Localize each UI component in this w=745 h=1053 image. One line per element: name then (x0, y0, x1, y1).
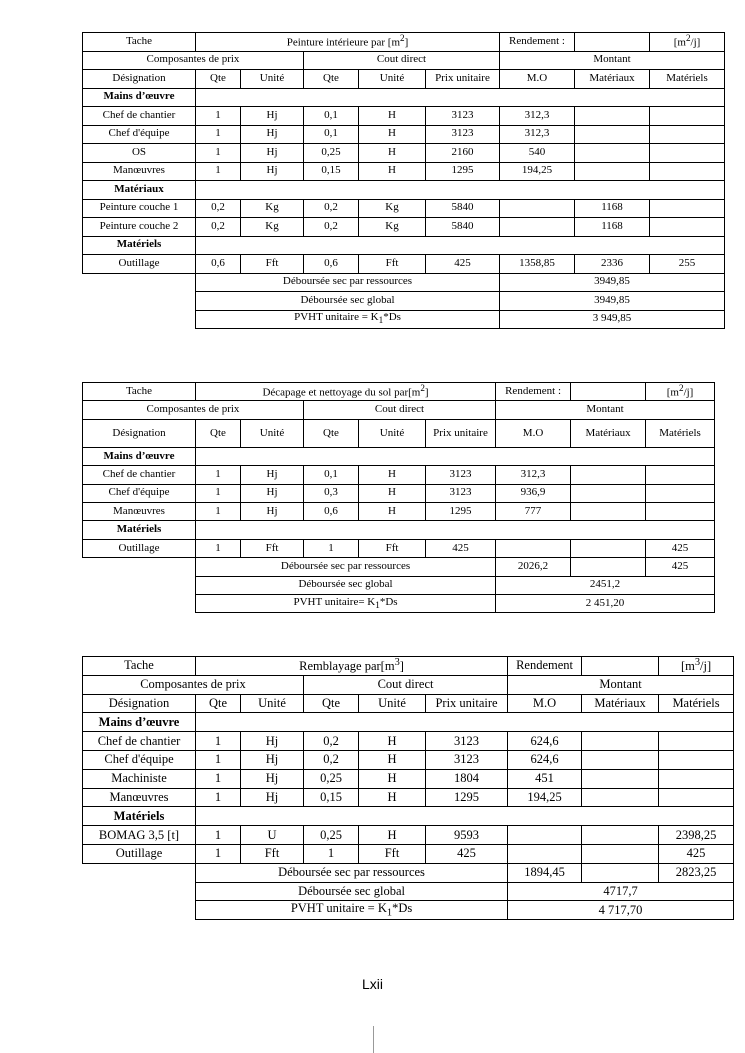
table-row (83, 218, 725, 237)
table-cell: Fft (241, 844, 304, 863)
table-cell: 1 (304, 539, 359, 557)
prix-unitaire-header: Prix unitaire (426, 419, 496, 447)
table-cell: Kg (241, 199, 304, 218)
composantes-header: Composantes de prix (83, 51, 304, 70)
materiels-header: Matériels (646, 419, 715, 447)
section-filler (196, 713, 734, 732)
table-cell: Chef d'équipe (83, 750, 196, 769)
page-number: Lxii (361, 976, 383, 992)
materiaux-header: Matériaux (582, 694, 659, 713)
table-cell (508, 844, 582, 863)
montant-header: Montant (496, 401, 715, 419)
materiels-header: Matériels (650, 70, 725, 89)
table-cell: 1 (196, 107, 241, 126)
table-cell (659, 788, 734, 807)
table-cell: H (359, 788, 426, 807)
table-cell: OS (83, 144, 196, 163)
rendement-value (571, 383, 646, 401)
task-title: Décapage et nettoyage du sol $par[m^2]$ (196, 383, 496, 401)
table-cell: 3123 (426, 484, 496, 502)
table-cell: 312,3 (500, 125, 575, 144)
table-cell: 425 (426, 255, 500, 274)
cout-direct-header: Cout direct (304, 401, 496, 419)
table-cell: 451 (508, 769, 582, 788)
table-cell (571, 466, 646, 484)
table-row (83, 502, 715, 520)
table-cell: 0,2 (196, 218, 241, 237)
table-cell (500, 199, 575, 218)
table-cell: 1 (196, 125, 241, 144)
table-cell: 540 (500, 144, 575, 163)
table-row (83, 107, 725, 126)
table-row (83, 539, 715, 557)
table-cell: Outillage (83, 844, 196, 863)
table-cell: 1168 (575, 218, 650, 237)
qte-header: Qte (304, 694, 359, 713)
mo-header: M.O (508, 694, 582, 713)
task-title: Peinture intérieure par $[m^2]$ (196, 33, 500, 52)
table-cell: Chef d'équipe (83, 125, 196, 144)
section-filler (196, 521, 715, 539)
table-cell: 0,2 (196, 199, 241, 218)
table-cell (496, 539, 571, 557)
table-cell: Hj (241, 162, 304, 181)
table-cell: Hj (241, 466, 304, 484)
table-cell: H (359, 125, 426, 144)
pvht-label: PVHT unitaire= $K_1*Ds$ (196, 594, 496, 612)
table-cell: H (359, 826, 426, 845)
table-cell: 0,2 (304, 732, 359, 751)
table-cell: Hj (241, 144, 304, 163)
pvht-value: 2 451,20 (496, 594, 715, 612)
table-cell: Chef de chantier (83, 466, 196, 484)
table-cell: H (359, 502, 426, 520)
table-cell (582, 732, 659, 751)
table-cell (575, 144, 650, 163)
qte-header: Qte (196, 70, 241, 89)
table-cell: 0,6 (304, 502, 359, 520)
composantes-header: Composantes de prix (83, 675, 304, 694)
table-cell (500, 218, 575, 237)
table-cell: 2336 (575, 255, 650, 274)
table-cell: 1 (196, 539, 241, 557)
unite-header: Unité (359, 70, 426, 89)
section-mains-oeuvre: Mains d’œuvre (83, 713, 196, 732)
table-cell (575, 125, 650, 144)
table-cell: 312,3 (500, 107, 575, 126)
table-cell: 425 (426, 539, 496, 557)
prix-unitaire-header: Prix unitaire (426, 694, 508, 713)
table-cell: 1295 (426, 502, 496, 520)
table-cell (646, 502, 715, 520)
designation-header: Désignation (83, 70, 196, 89)
prix-unitaire-header: Prix unitaire (426, 70, 500, 89)
table-cell: H (359, 162, 426, 181)
ds-global-value: 3949,85 (500, 292, 725, 311)
table-cell: 1168 (575, 199, 650, 218)
rendement-unit: $[m^2/j]$ (650, 33, 725, 52)
tache-label: Tache (83, 383, 196, 401)
montant-header: Montant (508, 675, 734, 694)
rendement-label: Rendement (508, 657, 582, 676)
table-cell: 3123 (426, 125, 500, 144)
table-cell (659, 769, 734, 788)
table-cell: 0,15 (304, 162, 359, 181)
table-cell: 3123 (426, 750, 508, 769)
table-cell: 1 (196, 162, 241, 181)
table-cell (571, 539, 646, 557)
pvht-value: 4 717,70 (508, 901, 734, 920)
table-cell: 312,3 (496, 466, 571, 484)
table-row (83, 750, 734, 769)
table-cell (582, 844, 659, 863)
section-filler (196, 447, 715, 465)
table-cell (582, 826, 659, 845)
section-materiels: Matériels (83, 807, 196, 826)
unite-header: Unité (359, 419, 426, 447)
section-filler (196, 807, 734, 826)
ds-global-label: Déboursée sec global (196, 576, 496, 594)
table-cell: 0,25 (304, 144, 359, 163)
table-cell: 624,6 (508, 750, 582, 769)
table-cell (582, 788, 659, 807)
remblayage-cost-table (82, 656, 734, 920)
table-cell: 0,6 (196, 255, 241, 274)
ds-ressources-mo: 2026,2 (496, 558, 571, 576)
table-cell: 255 (650, 255, 725, 274)
table-row (83, 199, 725, 218)
rendement-label: Rendement : (500, 33, 575, 52)
table-cell: Hj (241, 769, 304, 788)
table-cell: 1358,85 (500, 255, 575, 274)
section-filler (196, 236, 725, 255)
table-cell: 777 (496, 502, 571, 520)
table-cell: Peinture couche 1 (83, 199, 196, 218)
table-cell: Chef de chantier (83, 107, 196, 126)
mo-header: M.O (496, 419, 571, 447)
qte-header: Qte (196, 694, 241, 713)
section-mains-oeuvre: Mains d’œuvre (83, 447, 196, 465)
montant-header: Montant (500, 51, 725, 70)
rendement-label: Rendement : (496, 383, 571, 401)
table-cell: U (241, 826, 304, 845)
pvht-label: PVHT unitaire = $K_1*Ds$ (196, 310, 500, 329)
table-cell: Outillage (83, 255, 196, 274)
table-cell: 1 (304, 844, 359, 863)
table-cell: Fft (359, 255, 426, 274)
table-cell: Fft (241, 255, 304, 274)
table-cell: BOMAG 3,5 [t] (83, 826, 196, 845)
table-cell: 1 (196, 826, 241, 845)
table-cell (650, 162, 725, 181)
rendement-value (582, 657, 659, 676)
table-cell: 0,25 (304, 826, 359, 845)
table-cell: 425 (646, 539, 715, 557)
table-cell (650, 125, 725, 144)
table-cell (582, 750, 659, 769)
materiels-header: Matériels (659, 694, 734, 713)
table-cell: 0,1 (304, 107, 359, 126)
peinture-cost-table (82, 32, 725, 329)
table-cell: Hj (241, 125, 304, 144)
table-row (83, 844, 734, 863)
materiaux-header: Matériaux (571, 419, 646, 447)
table-cell: Hj (241, 750, 304, 769)
table-cell: Hj (241, 502, 304, 520)
section-filler (196, 181, 725, 200)
table-cell: Manœuvres (83, 162, 196, 181)
table-cell: 1 (196, 502, 241, 520)
table-cell: 0,2 (304, 218, 359, 237)
table-cell: Outillage (83, 539, 196, 557)
materiaux-header: Matériaux (575, 70, 650, 89)
table-cell: 194,25 (508, 788, 582, 807)
table-cell: 1 (196, 788, 241, 807)
unite-header: Unité (241, 419, 304, 447)
decapage-cost-table (82, 382, 715, 613)
cout-direct-header: Cout direct (304, 51, 500, 70)
table-cell: 1 (196, 484, 241, 502)
table-row (83, 125, 725, 144)
table-cell: Chef de chantier (83, 732, 196, 751)
rendement-value (575, 33, 650, 52)
table-cell (659, 750, 734, 769)
section-materiels: Matériels (83, 521, 196, 539)
ds-global-value: 4717,7 (508, 882, 734, 901)
rendement-unit: $[m^2/j]$ (646, 383, 715, 401)
designation-header: Désignation (83, 419, 196, 447)
unite-header: Unité (241, 694, 304, 713)
table-cell: 425 (426, 844, 508, 863)
table-cell: 0,2 (304, 750, 359, 769)
table-cell: 1295 (426, 162, 500, 181)
table-cell: 0,1 (304, 125, 359, 144)
table-cell: 1 (196, 144, 241, 163)
table-cell: H (359, 484, 426, 502)
table-cell (650, 144, 725, 163)
table-cell: Chef d'équipe (83, 484, 196, 502)
table-row (83, 144, 725, 163)
tache-label: Tache (83, 657, 196, 676)
ds-ressources-materiels: 2823,25 (659, 863, 734, 882)
unite-header: Unité (359, 694, 426, 713)
table-cell: H (359, 107, 426, 126)
table-cell: Hj (241, 788, 304, 807)
cout-direct-header: Cout direct (304, 675, 508, 694)
table-cell: 0,3 (304, 484, 359, 502)
rendement-unit: $[m^3/j]$ (659, 657, 734, 676)
footer-divider (373, 1026, 374, 1053)
table-cell: Hj (241, 484, 304, 502)
table-cell (659, 732, 734, 751)
ds-ressources-mo: 1894,45 (508, 863, 582, 882)
table-cell: 0,2 (304, 199, 359, 218)
table-cell (571, 484, 646, 502)
table-cell: 1 (196, 769, 241, 788)
table-cell: 425 (659, 844, 734, 863)
table-cell: 0,1 (304, 466, 359, 484)
ds-global-label: Déboursée sec global (196, 882, 508, 901)
table-cell: H (359, 144, 426, 163)
section-materiaux: Matériaux (83, 181, 196, 200)
ds-global-value: 2451,2 (496, 576, 715, 594)
qte-header: Qte (304, 419, 359, 447)
table-cell (575, 162, 650, 181)
table-cell: Manœuvres (83, 788, 196, 807)
table-cell: 1 (196, 844, 241, 863)
table-cell: 194,25 (500, 162, 575, 181)
table-cell (582, 769, 659, 788)
table-row (83, 255, 725, 274)
table-cell (571, 502, 646, 520)
table-cell: H (359, 466, 426, 484)
composantes-header: Composantes de prix (83, 401, 304, 419)
table-row (83, 788, 734, 807)
pvht-label: PVHT unitaire = $K_1*Ds$ (196, 901, 508, 920)
table-cell: 0,25 (304, 769, 359, 788)
table-row (83, 162, 725, 181)
ds-global-label: Déboursée sec global (196, 292, 500, 311)
table-cell: 936,9 (496, 484, 571, 502)
table-cell: H (359, 750, 426, 769)
table-cell: Hj (241, 732, 304, 751)
table-cell: 3123 (426, 107, 500, 126)
qte-header: Qte (196, 419, 241, 447)
table-cell: Peinture couche 2 (83, 218, 196, 237)
ds-ressources-label: Déboursée sec par ressources (196, 273, 500, 292)
table-cell: Kg (241, 218, 304, 237)
table-cell (575, 107, 650, 126)
ds-ressources-materiels: 425 (646, 558, 715, 576)
ds-ressources-label: Déboursée sec par ressources (196, 863, 508, 882)
table-cell: 1804 (426, 769, 508, 788)
ds-ressources-label: Déboursée sec par ressources (196, 558, 496, 576)
table-cell: H (359, 732, 426, 751)
table-cell: 1295 (426, 788, 508, 807)
ds-ressources-value: 3949,85 (500, 273, 725, 292)
table-cell: 1 (196, 466, 241, 484)
mo-header: M.O (500, 70, 575, 89)
table-cell: Hj (241, 107, 304, 126)
table-cell (646, 466, 715, 484)
qte-header: Qte (304, 70, 359, 89)
unite-header: Unité (241, 70, 304, 89)
table-cell (650, 199, 725, 218)
task-title: Remblayage $par[m^3]$ (196, 657, 508, 676)
table-cell: 3123 (426, 732, 508, 751)
table-cell: 2398,25 (659, 826, 734, 845)
table-cell: 3123 (426, 466, 496, 484)
table-cell: 9593 (426, 826, 508, 845)
table-cell: 2160 (426, 144, 500, 163)
table-cell: Kg (359, 218, 426, 237)
table-cell: Manœuvres (83, 502, 196, 520)
table-row (83, 484, 715, 502)
table-row (83, 466, 715, 484)
table-cell: 5840 (426, 199, 500, 218)
ds-ressources-materiaux (582, 863, 659, 882)
table-row (83, 769, 734, 788)
table-cell: Kg (359, 199, 426, 218)
section-filler (196, 88, 725, 107)
table-cell (650, 218, 725, 237)
table-cell: Machiniste (83, 769, 196, 788)
section-materiels: Matériels (83, 236, 196, 255)
table-cell: H (359, 769, 426, 788)
table-cell: 0,15 (304, 788, 359, 807)
designation-header: Désignation (83, 694, 196, 713)
tache-label: Tache (83, 33, 196, 52)
table-cell: Fft (359, 844, 426, 863)
ds-ressources-materiaux (571, 558, 646, 576)
table-cell: Fft (359, 539, 426, 557)
table-cell (646, 484, 715, 502)
pvht-value: 3 949,85 (500, 310, 725, 329)
section-mains-oeuvre: Mains d’œuvre (83, 88, 196, 107)
table-cell: Fft (241, 539, 304, 557)
table-cell (650, 107, 725, 126)
table-row (83, 732, 734, 751)
table-cell (508, 826, 582, 845)
table-cell: 624,6 (508, 732, 582, 751)
table-row (83, 826, 734, 845)
table-cell: 5840 (426, 218, 500, 237)
table-cell: 1 (196, 732, 241, 751)
table-cell: 0,6 (304, 255, 359, 274)
table-cell: 1 (196, 750, 241, 769)
